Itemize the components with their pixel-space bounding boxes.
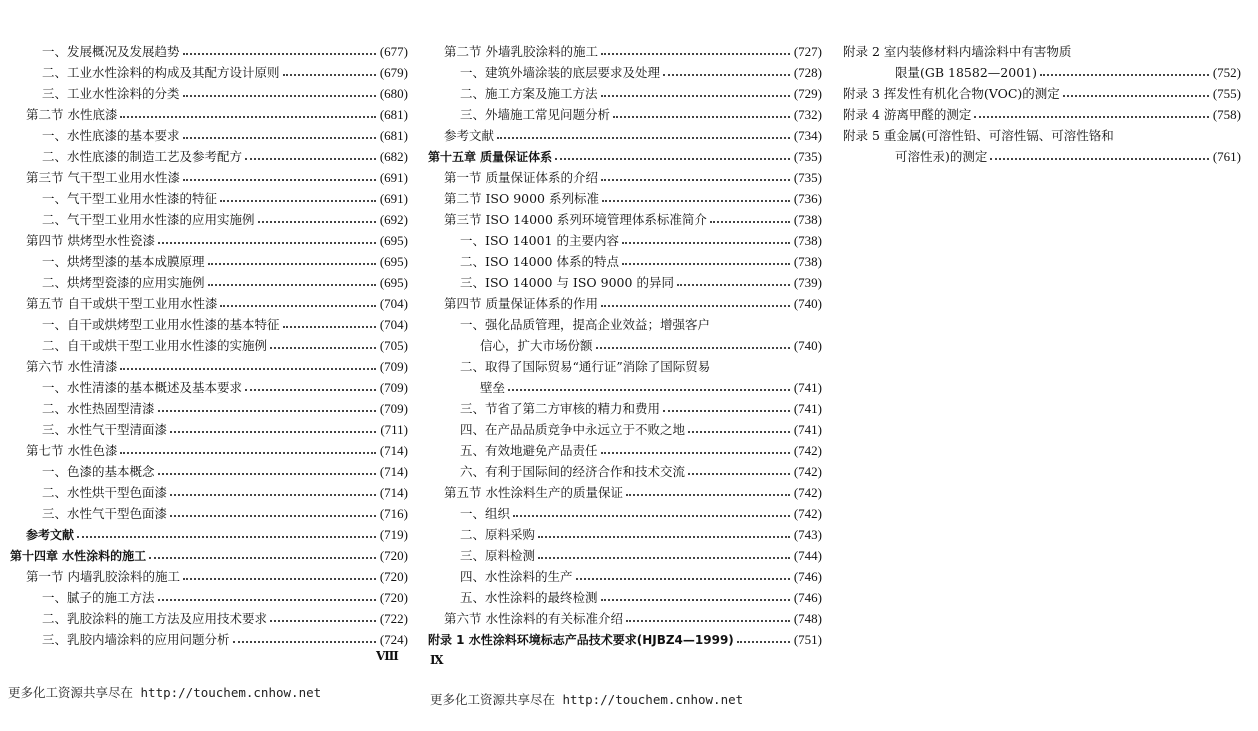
toc-entry: [10, 521, 408, 542]
toc-leader-dots: [158, 242, 376, 244]
toc-leader-dots: [601, 599, 790, 601]
toc-entry-page: (711): [380, 422, 408, 437]
toc-leader-dots: [601, 452, 790, 454]
toc-entry-title: 壁垒: [480, 380, 506, 395]
toc-leader-dots: [508, 389, 790, 391]
toc-entry-title: 一、ISO 14001 的主要内容: [460, 233, 619, 248]
toc-entry-title: 第一节 内墙乳胶涂料的施工: [26, 569, 180, 584]
toc-entry: [10, 500, 408, 521]
toc-leader-dots: [208, 284, 376, 286]
toc-entry-title: 第七节 水性色漆: [26, 443, 118, 458]
toc-leader-dots: [120, 452, 375, 454]
toc-entry-page: (720): [379, 548, 408, 563]
toc-entry-page: (741): [793, 380, 822, 395]
toc-entry-page: (704): [379, 317, 408, 332]
toc-entry-title: 三、工业水性涂料的分类: [42, 86, 180, 101]
toc-entry: [10, 332, 408, 353]
toc-entry-page: (751): [793, 632, 822, 647]
toc-leader-dots: [183, 137, 376, 139]
toc-entry: [428, 605, 822, 626]
toc-entry-page: (709): [379, 380, 408, 395]
toc-leader-dots: [513, 515, 790, 517]
toc-entry-title: 第三节 气干型工业用水性漆: [26, 170, 180, 185]
toc-entry-title: 参考文献: [444, 128, 495, 143]
toc-entry: [428, 458, 822, 479]
toc-entry-page: (724): [379, 632, 408, 647]
toc-entry-page: (739): [793, 275, 822, 290]
toc-leader-dots: [596, 347, 790, 349]
toc-leader-dots: [233, 641, 376, 643]
toc-leader-dots: [710, 221, 790, 223]
toc-entry-page: (748): [793, 611, 822, 626]
toc-entry: [428, 437, 822, 458]
toc-leader-dots: [245, 389, 376, 391]
toc-entry-title: 四、水性涂料的生产: [460, 569, 573, 584]
toc-entry-title: 附录 3 挥发性有机化合物(VOC)的测定: [843, 86, 1060, 101]
toc-leader-dots: [974, 116, 1208, 118]
toc-entry-page: (740): [793, 338, 822, 353]
toc-entry-title: 三、水性气干型色面漆: [42, 506, 168, 521]
toc-entry-title: 二、水性底漆的制造工艺及参考配方: [42, 149, 243, 164]
toc-entry-title: 一、气干型工业用水性漆的特征: [42, 191, 218, 206]
toc-entry-page: (681): [379, 107, 408, 122]
toc-entry: [10, 542, 408, 563]
toc-entry-title: 五、有效地避免产品责任: [460, 443, 598, 458]
toc-entry-title: 第二节 外墙乳胶涂料的施工: [444, 44, 598, 59]
toc-entry-title: 二、取得了国际贸易“通行证”消除了国际贸易: [460, 359, 711, 374]
toc-entry: [843, 38, 1241, 59]
toc-entry-title: 第一节 质量保证体系的介绍: [444, 170, 598, 185]
toc-entry: [428, 269, 822, 290]
toc-leader-dots: [601, 95, 790, 97]
toc-entry-title: 一、色漆的基本概念: [42, 464, 155, 479]
toc-entry-page: (682): [379, 149, 408, 164]
toc-entry: [10, 122, 408, 143]
toc-entry: [10, 353, 408, 374]
toc-entry-page: (742): [793, 506, 822, 521]
toc-entry: [428, 395, 822, 416]
toc-entry: [843, 143, 1241, 164]
toc-column-left: [10, 38, 408, 647]
toc-leader-dots: [990, 158, 1208, 160]
toc-leader-dots: [283, 326, 376, 328]
toc-entry-title: 附录 1 水性涂料环境标志产品技术要求(HJBZ4—1999): [428, 633, 734, 647]
toc-entry-title: 二、乳胶涂料的施工方法及应用技术要求: [42, 611, 268, 626]
toc-entry-page: (714): [379, 485, 408, 500]
toc-entry-title: 附录 2 室内装修材料内墙涂料中有害物质: [843, 44, 1072, 59]
toc-leader-dots: [158, 473, 376, 475]
toc-entry-title: 参考文献: [26, 528, 75, 542]
toc-entry-title: 第十四章 水性涂料的施工: [10, 549, 147, 563]
toc-entry-title: 二、水性热固型清漆: [42, 401, 155, 416]
toc-entry: [10, 311, 408, 332]
toc-leader-dots: [601, 53, 790, 55]
toc-entry-page: (746): [793, 569, 822, 584]
toc-entry-title: 第二节 ISO 9000 系列标准: [444, 191, 599, 206]
toc-entry-page: (740): [793, 296, 822, 311]
toc-entry-title: 二、原料采购: [460, 527, 536, 542]
toc-leader-dots: [183, 179, 376, 181]
toc-entry: [10, 374, 408, 395]
toc-leader-dots: [688, 473, 790, 475]
toc-entry: [10, 206, 408, 227]
toc-entry-title: 第五节 水性涂料生产的质量保证: [444, 485, 623, 500]
toc-entry-title: 信心，扩大市场份额: [480, 338, 593, 353]
toc-entry-title: 一、烘烤型漆的基本成膜原理: [42, 254, 205, 269]
toc-entry: [428, 311, 822, 332]
toc-leader-dots: [270, 347, 376, 349]
toc-entry: [428, 122, 822, 143]
toc-entry-page: (758): [1212, 107, 1241, 122]
toc-entry: [10, 248, 408, 269]
toc-entry-page: (720): [379, 590, 408, 605]
toc-entry-title: 二、施工方案及施工方法: [460, 86, 598, 101]
toc-entry-page: (742): [793, 443, 822, 458]
toc-leader-dots: [183, 578, 376, 580]
toc-entry: [10, 143, 408, 164]
toc-entry: [10, 227, 408, 248]
toc-entry: [428, 584, 822, 605]
toc-entry-page: (714): [379, 464, 408, 479]
toc-entry-page: (679): [379, 65, 408, 80]
toc-entry-page: (743): [793, 527, 822, 542]
toc-leader-dots: [602, 200, 790, 202]
toc-entry-page: (741): [793, 401, 822, 416]
toc-leader-dots: [158, 410, 376, 412]
toc-entry-page: (714): [379, 443, 408, 458]
toc-entry-title: 第四节 质量保证体系的作用: [444, 296, 598, 311]
toc-entry-page: (680): [379, 86, 408, 101]
toc-leader-dots: [208, 263, 376, 265]
toc-entry-page: (695): [379, 254, 408, 269]
toc-entry-page: (735): [793, 170, 822, 185]
toc-entry-title: 一、建筑外墙涂装的底层要求及处理: [460, 65, 661, 80]
toc-leader-dots: [677, 284, 790, 286]
toc-leader-dots: [622, 263, 790, 265]
toc-entry-page: (734): [793, 128, 822, 143]
toc-entry: [428, 101, 822, 122]
toc-leader-dots: [149, 557, 376, 559]
toc-entry-title: 六、有利于国际间的经济合作和技术交流: [460, 464, 686, 479]
toc-entry-page: (695): [379, 233, 408, 248]
toc-entry-title: 限量(GB 18582—2001): [895, 65, 1037, 80]
toc-entry-page: (738): [793, 233, 822, 248]
toc-entry: [10, 101, 408, 122]
toc-entry-title: 一、组织: [460, 506, 511, 521]
toc-entry: [428, 332, 822, 353]
toc-leader-dots: [170, 494, 376, 496]
toc-entry: [10, 395, 408, 416]
toc-entry: [10, 38, 408, 59]
toc-entry: [10, 479, 408, 500]
toc-entry: [10, 416, 408, 437]
toc-entry: [428, 479, 822, 500]
toc-entry-page: (741): [793, 422, 822, 437]
toc-entry: [428, 374, 822, 395]
toc-entry: [428, 59, 822, 80]
toc-entry-page: (755): [1212, 86, 1241, 101]
toc-entry: [10, 185, 408, 206]
toc-leader-dots: [601, 305, 790, 307]
toc-leader-dots: [170, 515, 376, 517]
toc-entry: [428, 206, 822, 227]
toc-leader-dots: [270, 620, 376, 622]
toc-leader-dots: [220, 305, 375, 307]
toc-entry: [428, 521, 822, 542]
toc-entry-title: 二、烘烤型瓷漆的应用实施例: [42, 275, 205, 290]
toc-entry-title: 四、在产品品质竞争中永远立于不败之地: [460, 422, 686, 437]
toc-entry-title: 附录 4 游离甲醛的测定: [843, 107, 972, 122]
toc-entry: [428, 38, 822, 59]
toc-entry: [843, 80, 1241, 101]
toc-entry-title: 三、乳胶内墙涂料的应用问题分析: [42, 632, 230, 647]
toc-entry-page: (761): [1212, 149, 1241, 164]
toc-entry-title: 三、水性气干型清面漆: [42, 422, 168, 437]
toc-entry: [428, 164, 822, 185]
toc-entry-page: (681): [379, 128, 408, 143]
toc-entry: [10, 458, 408, 479]
toc-entry-title: 第二节 水性底漆: [26, 107, 118, 122]
toc-entry-title: 一、自干或烘烤型工业用水性漆的基本特征: [42, 317, 280, 332]
toc-entry-title: 三、原料检测: [460, 548, 536, 563]
toc-entry: [10, 59, 408, 80]
toc-entry: [10, 80, 408, 101]
toc-leader-dots: [183, 53, 376, 55]
toc-entry: [10, 269, 408, 290]
toc-entry: [428, 185, 822, 206]
toc-entry-page: (742): [793, 464, 822, 479]
toc-entry-title: 一、水性清漆的基本概述及基本要求: [42, 380, 243, 395]
toc-entry-title: 一、发展概况及发展趋势: [42, 44, 180, 59]
toc-leader-dots: [538, 536, 790, 538]
toc-entry-page: (709): [379, 401, 408, 416]
toc-entry: [843, 101, 1241, 122]
toc-entry-page: (746): [793, 590, 822, 605]
toc-entry-page: (728): [793, 65, 822, 80]
toc-entry: [428, 563, 822, 584]
toc-entry: [10, 290, 408, 311]
toc-entry-title: 第三节 ISO 14000 系列环境管理体系标准简介: [444, 212, 707, 227]
toc-column-right: [843, 38, 1241, 164]
toc-entry-page: (719): [379, 527, 408, 542]
toc-leader-dots: [737, 641, 790, 643]
toc-entry-page: (742): [793, 485, 822, 500]
toc-entry: [10, 437, 408, 458]
toc-leader-dots: [601, 179, 790, 181]
toc-leader-dots: [613, 116, 790, 118]
toc-entry-title: 三、ISO 14000 与 ISO 9000 的异同: [460, 275, 674, 290]
toc-entry: [10, 164, 408, 185]
toc-leader-dots: [77, 536, 376, 538]
toc-leader-dots: [663, 74, 790, 76]
toc-entry: [428, 353, 822, 374]
footer-right: 更多化工资源共享尽在 http://touchem.cnhow.net: [430, 692, 744, 707]
toc-leader-dots: [120, 116, 375, 118]
toc-entry-page: (704): [379, 296, 408, 311]
toc-leader-dots: [183, 95, 376, 97]
toc-entry-title: 一、腻子的施工方法: [42, 590, 155, 605]
toc-entry-title: 第五节 自干或烘干型工业用水性漆: [26, 296, 218, 311]
toc-entry-title: 三、外墙施工常见问题分析: [460, 107, 611, 122]
toc-entry: [428, 416, 822, 437]
toc-entry-title: 第四节 烘烤型水性瓷漆: [26, 233, 155, 248]
toc-entry-page: (691): [379, 191, 408, 206]
toc-entry-page: (735): [793, 149, 822, 164]
toc-entry-page: (727): [793, 44, 822, 59]
page-number-left: Ⅷ: [376, 649, 399, 663]
toc-entry: [428, 500, 822, 521]
toc-entry-title: 第六节 水性涂料的有关标准介绍: [444, 611, 623, 626]
toc-entry: [428, 143, 822, 164]
toc-entry-page: (716): [379, 506, 408, 521]
toc-entry-page: (709): [379, 359, 408, 374]
toc-leader-dots: [245, 158, 376, 160]
toc-leader-dots: [497, 137, 790, 139]
toc-entry-title: 二、自干或烘干型工业用水性漆的实施例: [42, 338, 268, 353]
toc-leader-dots: [626, 620, 790, 622]
toc-entry-page: (692): [379, 212, 408, 227]
toc-leader-dots: [120, 368, 375, 370]
toc-entry-title: 一、强化品质管理，提高企业效益；增强客户: [460, 317, 711, 332]
toc-entry: [428, 626, 822, 647]
toc-entry: [428, 248, 822, 269]
toc-entry-title: 可溶性汞)的测定: [895, 149, 988, 164]
toc-entry-page: (738): [793, 254, 822, 269]
toc-leader-dots: [1040, 74, 1209, 76]
toc-entry-title: 三、节省了第二方审核的精力和费用: [460, 401, 661, 416]
toc-entry-title: 二、水性烘干型色面漆: [42, 485, 168, 500]
toc-leader-dots: [220, 200, 376, 202]
toc-entry-page: (752): [1212, 65, 1241, 80]
toc-leader-dots: [555, 158, 790, 160]
footer-left: 更多化工资源共享尽在 http://touchem.cnhow.net: [8, 685, 322, 700]
toc-entry-title: 一、水性底漆的基本要求: [42, 128, 180, 143]
toc-entry-page: (738): [793, 212, 822, 227]
toc-leader-dots: [663, 410, 790, 412]
toc-entry: [428, 290, 822, 311]
toc-leader-dots: [158, 599, 376, 601]
toc-leader-dots: [626, 494, 790, 496]
toc-entry: [10, 584, 408, 605]
toc-entry: [843, 122, 1241, 143]
toc-entry-page: (695): [379, 275, 408, 290]
toc-leader-dots: [258, 221, 376, 223]
toc-leader-dots: [622, 242, 790, 244]
toc-leader-dots: [576, 578, 790, 580]
page-number-right: Ⅸ: [430, 653, 444, 667]
toc-entry-title: 二、气干型工业用水性漆的应用实施例: [42, 212, 255, 227]
toc-entry-title: 五、水性涂料的最终检测: [460, 590, 598, 605]
toc-column-middle: [428, 38, 822, 647]
toc-entry: [428, 80, 822, 101]
toc-leader-dots: [538, 557, 790, 559]
toc-entry: [843, 59, 1241, 80]
toc-entry-title: 第六节 水性清漆: [26, 359, 118, 374]
toc-entry: [428, 542, 822, 563]
toc-entry: [10, 626, 408, 647]
toc-entry-page: (720): [379, 569, 408, 584]
toc-entry-title: 附录 5 重金属(可溶性铅、可溶性镉、可溶性铬和: [843, 128, 1114, 143]
toc-entry-page: (729): [793, 86, 822, 101]
toc-entry-page: (705): [379, 338, 408, 353]
toc-entry-title: 二、工业水性涂料的构成及其配方设计原则: [42, 65, 280, 80]
toc-entry-page: (691): [379, 170, 408, 185]
toc-entry-page: (677): [379, 44, 408, 59]
toc-leader-dots: [170, 431, 376, 433]
toc-leader-dots: [1063, 95, 1209, 97]
toc-leader-dots: [283, 74, 376, 76]
toc-entry-page: (732): [793, 107, 822, 122]
toc-entry-page: (744): [793, 548, 822, 563]
toc-entry: [10, 605, 408, 626]
toc-entry-title: 第十五章 质量保证体系: [428, 150, 553, 164]
toc-entry: [428, 227, 822, 248]
toc-entry-title: 二、ISO 14000 体系的特点: [460, 254, 619, 269]
toc-entry-page: (736): [793, 191, 822, 206]
toc-leader-dots: [688, 431, 790, 433]
toc-entry: [10, 563, 408, 584]
toc-entry-page: (722): [379, 611, 408, 626]
